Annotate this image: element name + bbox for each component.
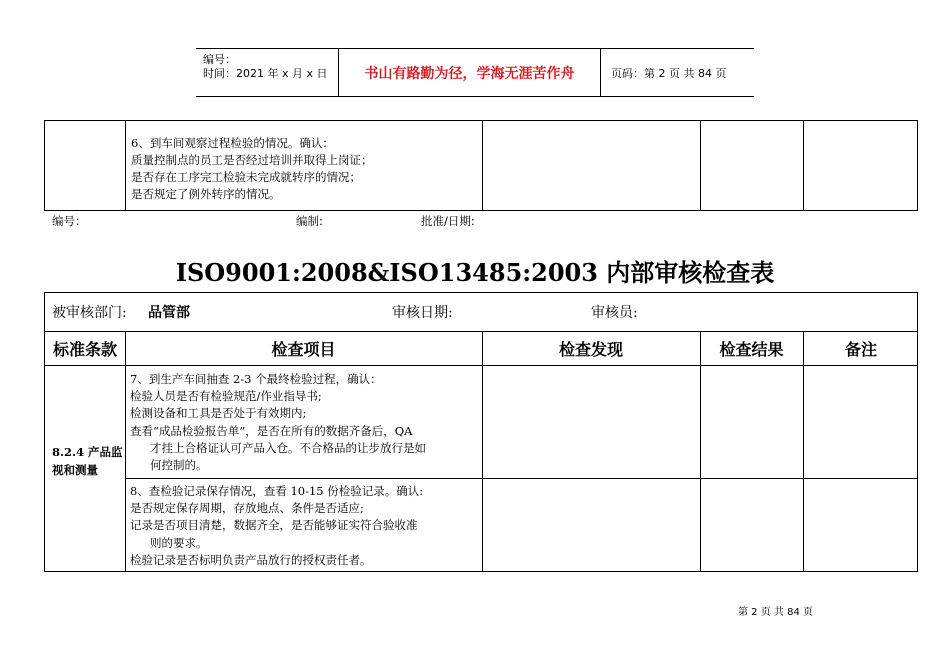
auditor-label: 审核员: xyxy=(591,305,638,321)
clause-cell: 8.2.4 产品监视和测量 xyxy=(52,445,123,477)
audit-date-label: 审核日期: xyxy=(392,305,453,321)
continuation-item xyxy=(131,135,481,203)
signoff-number: 编号： xyxy=(52,214,87,228)
signoff-approved: 批准/日期: xyxy=(421,214,475,228)
page-footer: 第 2 页 共 84 页 xyxy=(738,607,813,618)
item-line: 才挂上合格证认可产品入仓。不合格品的让步放行是如 xyxy=(150,440,426,455)
checklist-table xyxy=(44,292,918,572)
header-meta xyxy=(196,49,339,96)
item-line: 记录是否项目清楚，数据齐全，是否能够证实符合验收准 xyxy=(130,518,418,533)
item-line: 是否规定保存周期，存放地点、条件是否适应; xyxy=(130,501,364,516)
item-line: 查看“成品检验报告单”，是否在所有的数据齐备后，QA xyxy=(130,423,413,438)
item-line: 检验记录是否标明负责产品放行的授权责任者。 xyxy=(130,552,372,567)
continuation-line: 质量控制点的员工是否经过培训并取得上岗证； xyxy=(131,153,373,167)
page-header xyxy=(196,48,754,97)
header-time-label: 时间：2021 年 x 月 x 日 xyxy=(203,67,328,80)
header-page-code: 页码：第 2 页 共 84 页 xyxy=(611,66,727,80)
col-header-clause: 标准条款 xyxy=(52,339,117,359)
check-item-8 xyxy=(130,483,482,569)
col-header-remarks: 备注 xyxy=(844,339,877,359)
item-line: 何控制的。 xyxy=(150,458,208,473)
item-line: 7、到生产车间抽查 2-3 个最终检验过程，确认： xyxy=(130,372,382,386)
item-line: 则的要求。 xyxy=(150,535,208,550)
continuation-table xyxy=(44,120,918,211)
col-header-result: 检查结果 xyxy=(719,339,784,359)
continuation-line: 是否规定了例外转序的情况。 xyxy=(131,187,281,201)
item-line: 8、查检验记录保存情况，查看 10-15 份检验记录。确认: xyxy=(130,484,424,498)
item-line: 检验人员是否有检验规范/作业指导书; xyxy=(130,389,322,404)
col-header-findings: 检查发现 xyxy=(558,339,623,359)
item-line: 检测设备和工具是否处于有效期内; xyxy=(130,406,307,421)
header-motto: 书山有路勤为径，学海无涯苦作舟 xyxy=(339,49,601,96)
col-header-check-item: 检查项目 xyxy=(271,339,336,359)
dept-label: 被审核部门: xyxy=(52,305,127,321)
page-title: ISO9001:2008&ISO13485:2003 内部审核检查表 xyxy=(175,258,775,287)
continuation-line: 是否存在工序完工检验未完成就转序的情况； xyxy=(131,170,361,184)
check-item-7 xyxy=(130,371,482,474)
header-number-label: 编号： xyxy=(203,53,236,66)
dept-value: 品管部 xyxy=(148,305,190,321)
signoff-prepared: 编制: xyxy=(296,214,323,228)
continuation-line: 6、到车间观察过程检验的情况。确认： xyxy=(131,136,334,150)
